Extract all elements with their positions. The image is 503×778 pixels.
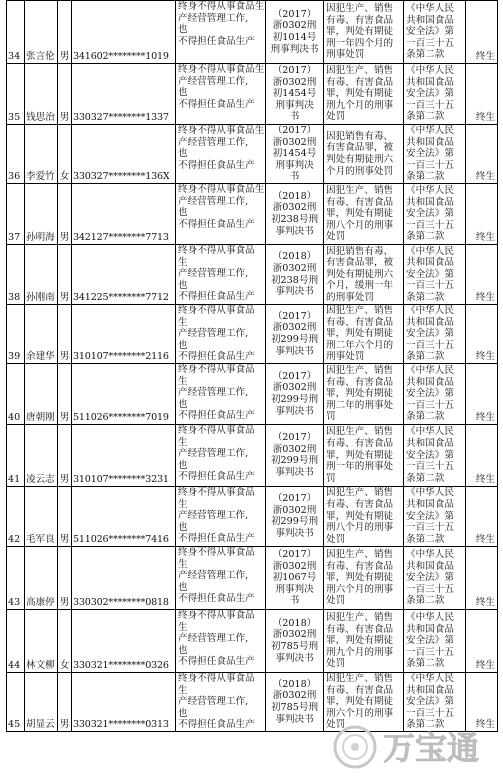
person-name: 李爱竹 [25, 125, 58, 184]
id-number: 310107********2116 [72, 305, 176, 364]
judgment-doc: （2017） 浙0302刑 初1014号 刑事判决书 [266, 1, 324, 64]
row-number: 44 [7, 609, 25, 672]
sex-cell: 男 [58, 305, 72, 364]
sex-cell: 男 [58, 64, 72, 125]
legal-basis: 《中华人民 共和国食品 安全法》第 一百三十五 条第二款 [404, 486, 466, 546]
blacklist-table [6, 0, 498, 732]
sex-cell: 男 [58, 184, 72, 245]
ban-content: 终身不得从事食品 生 产经营管理工作, 也 不得担任食品生产 [176, 609, 266, 672]
legal-basis: 《中华人民 共和国食品 安全法》第 一百三十五 条第二款 [404, 546, 466, 609]
legal-basis: 《中华人民 共和国食品 安全法》第 一百三十五 条第二款 [404, 1, 466, 64]
table-row [7, 305, 498, 364]
ban-content: 终身不得从事食品 生 产经营管理工作, 也 不得担任食品生产 [176, 245, 266, 305]
judgment-doc: （2018） 浙0302刑 初238号刑 事判决书 [266, 184, 324, 245]
ban-term: 终生 [466, 184, 498, 245]
judgment-doc: （2017） 浙0302刑 初299号刑 事判决书 [266, 424, 324, 486]
table-row [7, 184, 498, 245]
table-row [7, 486, 498, 546]
judgment-doc: （2018） 浙0302刑 初238号刑 事判决书 [266, 245, 324, 305]
id-number: 330327********1337 [72, 64, 176, 125]
legal-basis: 《中华人民 共和国食品 安全法》第 一百三十五 条第二款 [404, 609, 466, 672]
person-name: 凌云志 [25, 424, 58, 486]
table-row [7, 546, 498, 609]
watermark-brand-text: 万宝通 [383, 729, 480, 767]
judgment-doc: （2017） 浙0302刑 初299号刑 事判决书 [266, 305, 324, 364]
ban-content: 终身不得从事食品 生 产经营管理工作, 也 不得担任食品生产 [176, 672, 266, 731]
sex-cell: 男 [58, 672, 72, 731]
person-name: 高康停 [25, 546, 58, 609]
judgment-doc: （2017） 浙0302刑 初299号刑 事判决书 [266, 486, 324, 546]
id-number: 342127********7713 [72, 184, 176, 245]
legal-basis: 《中华人民 共和国食品 安全法》第 一百三十五 条第二款 [404, 64, 466, 125]
person-name: 余建华 [25, 305, 58, 364]
person-name: 孙明海 [25, 184, 58, 245]
legal-basis: 《中华人民 共和国食品 安全法》第 一百三十五 条第二款 [404, 184, 466, 245]
ban-term: 终生 [466, 424, 498, 486]
table-row [7, 424, 498, 486]
table-row [7, 609, 498, 672]
crime-description: 因犯生产、销售 有毒、有害食品 罪，判处有期徒 刑一年四个月的 刑事处罚 [324, 1, 404, 64]
crime-description: 因犯生产、销售 有毒、有害食品 罪，判处有期徒 刑八个月的刑事 处罚 [324, 486, 404, 546]
row-number: 35 [7, 64, 25, 125]
id-number: 341602********1019 [72, 1, 176, 64]
ban-term: 终生 [466, 546, 498, 609]
ban-term: 终生 [466, 64, 498, 125]
ban-term: 终生 [466, 363, 498, 424]
row-number: 36 [7, 125, 25, 184]
ban-content: 终身不得从事食品 生 产经营管理工作, 也 不得担任食品生产 [176, 363, 266, 424]
crime-description: 因犯生产、销售 有毒、有害食品 罪，判处有期徒 刑九个月的刑事 处罚 [324, 609, 404, 672]
ban-term: 终生 [466, 672, 498, 731]
person-name: 钱思治 [25, 64, 58, 125]
crime-description: 因犯生产、销售 有毒、有害食品 罪，判处有期徒 刑二年的刑事处 罚 [324, 363, 404, 424]
ban-content: 终身不得从事食品生 产经营管理工作, 也 不得担任食品生产 [176, 184, 266, 245]
ban-term: 终生 [466, 125, 498, 184]
crime-description: 因犯生产、销售 有毒、有害食品 罪，判处有期徒 刑八个月的刑事 处罚 [324, 184, 404, 245]
ban-term: 终生 [466, 486, 498, 546]
person-name: 毛军良 [25, 486, 58, 546]
sex-cell: 女 [58, 609, 72, 672]
sex-cell: 男 [58, 245, 72, 305]
ban-content: 终身不得从事食品 生 产经营管理工作, 也 不得担任食品生产 [176, 424, 266, 486]
legal-basis: 《中华人民 共和国食品 安全法》第 一百三十五 条第二款 [404, 672, 466, 731]
row-number: 41 [7, 424, 25, 486]
crime-description: 因犯生产、销售 有毒、有害食品 罪，判处有期徒 刑二年六个月的 刑事处罚 [324, 305, 404, 364]
crime-description: 因犯生产、销售 有毒、有害食品 罪，判处有期徒 刑一年的刑事处 罚 [324, 424, 404, 486]
crime-description: 因犯生产、销售 有毒、有害食品 罪，判处有期徒 刑六个月的刑事 处罚 [324, 546, 404, 609]
ban-content: 终身不得从事食品生 产经营管理工作, 也 不得担任食品生产 [176, 64, 266, 125]
legal-basis: 《中华人民 共和国食品 安全法》第 一百三十五 条第二款 [404, 363, 466, 424]
row-number: 40 [7, 363, 25, 424]
ban-term: 终生 [466, 1, 498, 64]
crime-description: 因犯销售有毒、 有害食品罪，被 判处有期徒刑六 个月的刑事处罚 [324, 125, 404, 184]
row-number: 38 [7, 245, 25, 305]
sex-cell: 男 [58, 546, 72, 609]
person-name: 孙刚南 [25, 245, 58, 305]
sex-cell: 女 [58, 125, 72, 184]
row-number: 42 [7, 486, 25, 546]
row-number: 43 [7, 546, 25, 609]
sex-cell: 男 [58, 1, 72, 64]
sex-cell: 男 [58, 486, 72, 546]
ban-term: 终生 [466, 245, 498, 305]
judgment-doc: （2018） 浙0302刑 初785号刑 事判决书 [266, 609, 324, 672]
legal-basis: 《中华人民 共和国食品 安全法》第 一百三十五 条第二款 [404, 125, 466, 184]
table-row [7, 363, 498, 424]
person-name: 唐朝刚 [25, 363, 58, 424]
id-number: 341225********7712 [72, 245, 176, 305]
table-row [7, 245, 498, 305]
legal-basis: 《中华人民 共和国食品 安全法》第 一百三十五 条第二款 [404, 245, 466, 305]
judgment-doc: （2017） 浙0302刑 初299号刑 事判决书 [266, 363, 324, 424]
judgment-doc: （2017） 浙0302刑 初1067号 刑事判决 书 [266, 546, 324, 609]
sex-cell: 男 [58, 363, 72, 424]
table-row [7, 1, 498, 64]
table-row [7, 125, 498, 184]
id-number: 330302********0818 [72, 546, 176, 609]
id-number: 330321********0326 [72, 609, 176, 672]
id-number: 310107********3231 [72, 424, 176, 486]
legal-basis: 《中华人民 共和国食品 安全法》第 一百三十五 条第二款 [404, 305, 466, 364]
legal-basis: 《中华人民 共和国食品 安全法》第 一百三十五 条第二款 [404, 424, 466, 486]
id-number: 511026********7416 [72, 486, 176, 546]
ban-content: 终身不得从事食品 生 产经营管理工作, 也 不得担任食品生产 [176, 486, 266, 546]
ban-content: 终身不得从事食品生 产经营管理工作, 也 不得担任食品生产 [176, 1, 266, 64]
person-name: 胡显云 [25, 672, 58, 731]
crime-description: 因犯销售有毒、 有害食品罪，被 判处有期徒刑六 个月，缓刑一年 的刑事处罚 [324, 245, 404, 305]
person-name: 张言伦 [25, 1, 58, 64]
crime-description: 因犯生产、销售 有毒、有害食品 罪，判处有期徒 刑九个月的刑事 处罚 [324, 64, 404, 125]
brand-watermark [331, 717, 499, 775]
judgment-doc: （2018） 浙0302刑 初785号刑 事判决书 [266, 672, 324, 731]
id-number: 330321********0313 [72, 672, 176, 731]
crime-description: 因犯生产、销售 有毒、有害食品 罪，判处有期徒 刑六个月的刑事 处罚 [324, 672, 404, 731]
judgment-doc: （2017） 浙0302刑 初1454号 刑事判决 书 [266, 64, 324, 125]
row-number: 37 [7, 184, 25, 245]
ban-term: 终生 [466, 609, 498, 672]
id-number: 330327********136X [72, 125, 176, 184]
ban-term: 终生 [466, 305, 498, 364]
judgment-doc: （2017） 浙0302刑 初1454号 刑事判决 书 [266, 125, 324, 184]
ban-content: 终身不得从事食品 生 产经营管理工作, 也 不得担任食品生产 [176, 546, 266, 609]
row-number: 34 [7, 1, 25, 64]
table-row [7, 64, 498, 125]
id-number: 511026********7019 [72, 363, 176, 424]
person-name: 林文柳 [25, 609, 58, 672]
row-number: 39 [7, 305, 25, 364]
ban-content: 终身不得从事食品生 产经营管理工作, 也 不得担任食品生产 [176, 125, 266, 184]
row-number: 45 [7, 672, 25, 731]
sex-cell: 男 [58, 424, 72, 486]
ban-content: 终身不得从事食品 生 产经营管理工作, 也 不得担任食品生产 [176, 305, 266, 364]
